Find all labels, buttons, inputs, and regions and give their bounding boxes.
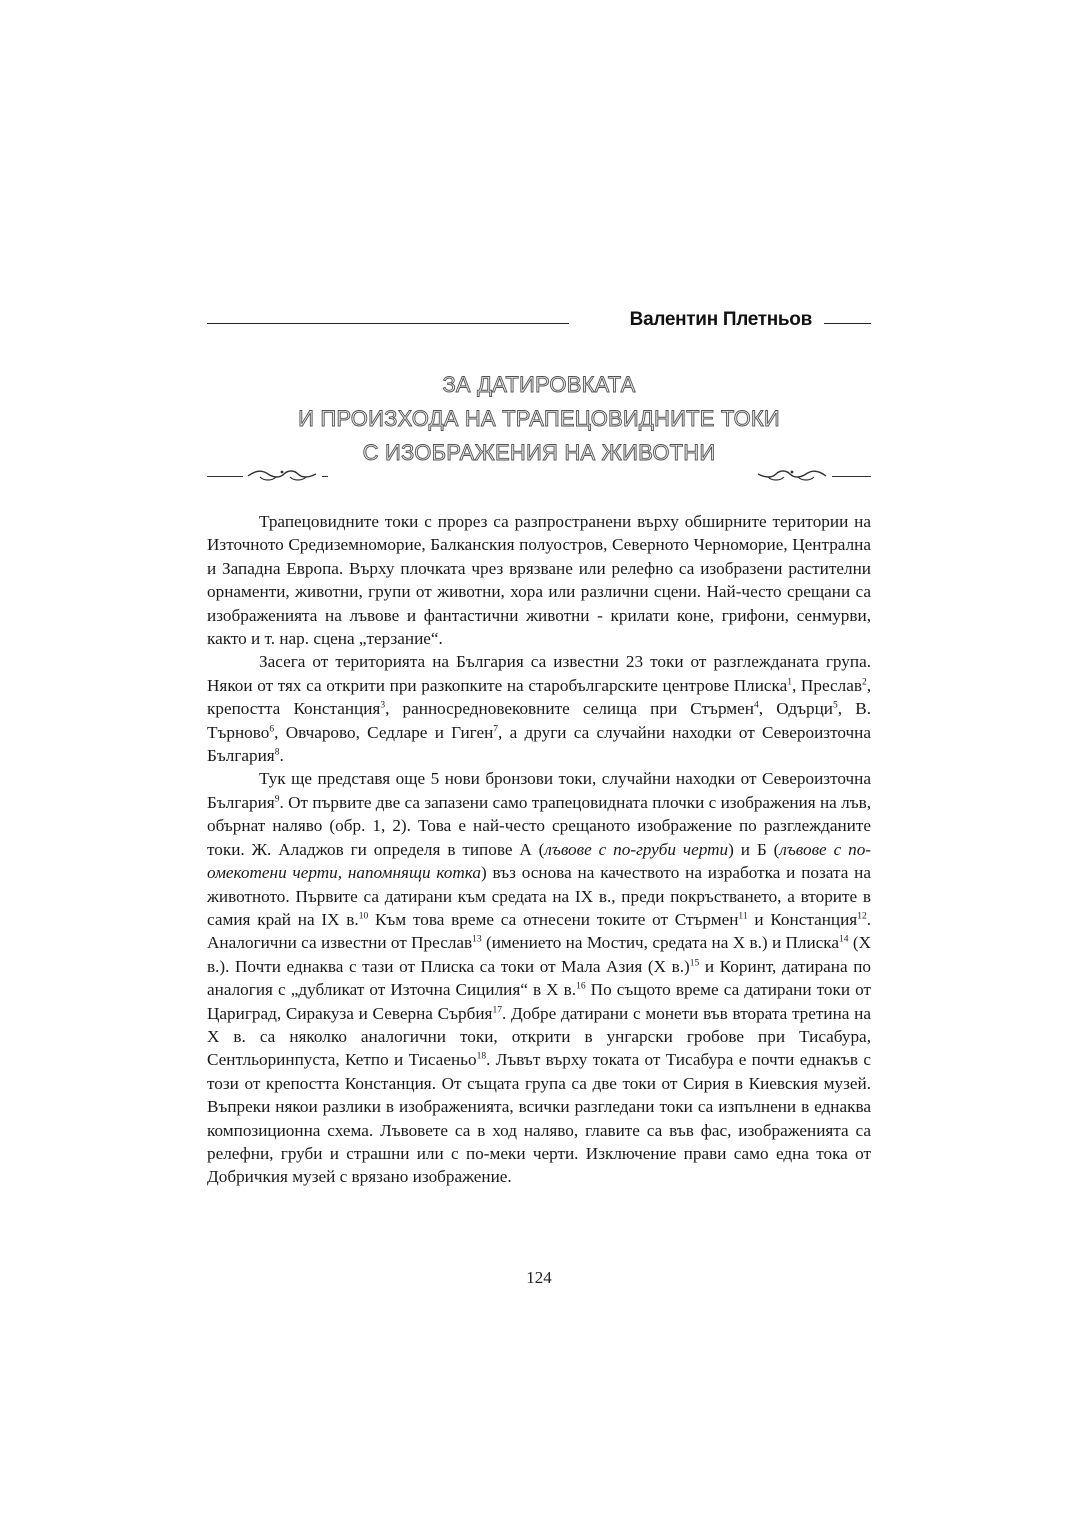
footnote-ref[interactable]: 17	[492, 1004, 502, 1015]
divider-line-right	[832, 476, 871, 477]
title-line-1: ЗА ДАТИРОВКАТА	[442, 372, 636, 397]
divider-line-left	[207, 476, 243, 477]
footnote-ref[interactable]: 10	[358, 911, 369, 922]
paragraph-3: Тук ще представя още 5 нови бронзови токи, случайни находки от Североизточна България$^9$. От първите две са запазени само трапецовидната плочки с изображения на лъв, обърнат наляво (обр. 1, 2). Това е най-често срещаното изображение по разглежданите токи. Ж. Аладжов ги определя в типове А (лъвове с по-груби черти) и Б (лъвове с по-омекотени черти, напомнящи котка) въз основа на качеството на изработка и позата на животното. Първите са датирани към средата на IX в., преди покръстването, а вторите в самия край на IX в.$^{10}$ Към това време са отнесени токите от Стърмен$^{11}$ и Констанция$^{12}$. Аналогични са известни от Преслав$^{13}$ (имението на Мостич, средата на X в.) и Плиска$^{14}$ (X в.). Почти еднаква с тази от Плиска са токи от Мала Азия (X в.)$^{15}$ и Коринт, датирана по аналогия с „дубликат от Източна Сицилия“ в X в.$^{16}$ По същото време са датирани токи от Цариград, Сиракуза и Северна Сърбия$^{17}$. Добре датирани с монети във втората третина на X в. са няколко аналогични токи, открити в унгарски гробове при Тисабура, Сентльоринпуста, Кетпо и Тисаеньо$^{18}$. Лъвът върху токата от Тисабура е почти еднакъв с този от крепостта Констанция. От същата група са две токи от Сирия в Киевския музей. Въпреки някои разлики в изображенията, всички разгледани токи са изпълнени в еднаква композиционна схема. Лъвовете са в ход наляво, главите са във фас, изображенията са релефни, груби и страшни или с по-меки черти. Изключение прави само една тока от Добричкия музей с врязано изображение.	[207, 769, 872, 1187]
footnote-ref[interactable]: 11	[738, 911, 748, 922]
italic-term: лъвове с по-омекотени черти, напомнящи котка	[207, 839, 872, 883]
paragraph-1: Трапецовидните токи с прорез са разпространени върху обширните територии на Източното Средиземноморие, Балканския полуостров, Северното Черноморие, Централна и Западна Европа. Върху плочката чрез врязване или релефно са изобразени растителни орнаменти, животни, групи от животни, хора или различни сцени. Най-често срещани са изображенията на лъвове и фантастични животни - крилати коне, грифони, сенмурви, както и т. нар. сцена „терзание“.	[207, 512, 871, 649]
article-body	[207, 510, 871, 1189]
ornament-left-icon	[246, 468, 318, 484]
page-number: 124	[526, 1268, 552, 1287]
footnote-ref[interactable]: 13	[472, 934, 482, 945]
title-line-3: С ИЗОБРАЖЕНИЯ НА ЖИВОТНИ	[362, 440, 716, 465]
footnote-ref[interactable]: 3	[380, 700, 386, 711]
footnote-ref[interactable]: 16	[576, 981, 586, 992]
footnote-ref[interactable]: 2	[861, 677, 867, 688]
paragraph-2: Засега от територията на България са известни 23 токи от разглежданата група. Някои от тях са открити при разкопките на старобългарските центрове Плиска$^1$, Преслав$^2$, крепостта Констанция$^3$, ранносредновековните селища при Стърмен$^4$, Одърци$^5$, В. Търново$^6$, Овчарово, Седларе и Гиген$^7$, а други са случайни находки от Североизточна България$^8$.	[207, 652, 871, 766]
footnote-ref[interactable]: 12	[857, 911, 867, 922]
title-line-2: И ПРОИЗХОДА НА ТРАПЕЦОВИДНИТЕ ТОКИ	[298, 406, 780, 431]
header-rule-left	[207, 323, 569, 324]
footnote-ref[interactable]: 5	[833, 700, 838, 711]
footnote-ref[interactable]: 8	[274, 747, 280, 758]
footnote-ref[interactable]: 9	[274, 794, 280, 805]
italic-term: лъвове с по-груби черти	[544, 839, 729, 859]
running-header-author: Валентин Плетньов	[629, 309, 812, 330]
divider-line-left-inner	[322, 476, 328, 477]
header-rule-right	[824, 323, 871, 324]
footnote-ref[interactable]: 18	[476, 1051, 487, 1062]
footnote-ref[interactable]: 1	[787, 677, 792, 688]
article-title	[207, 368, 871, 470]
footnote-ref[interactable]: 6	[269, 723, 275, 734]
ornament-right-icon	[756, 468, 828, 484]
footnote-ref[interactable]: 14	[839, 934, 849, 945]
footnote-ref[interactable]: 15	[689, 957, 700, 968]
footnote-ref[interactable]: 4	[753, 700, 759, 711]
footnote-ref[interactable]: 7	[493, 723, 499, 734]
